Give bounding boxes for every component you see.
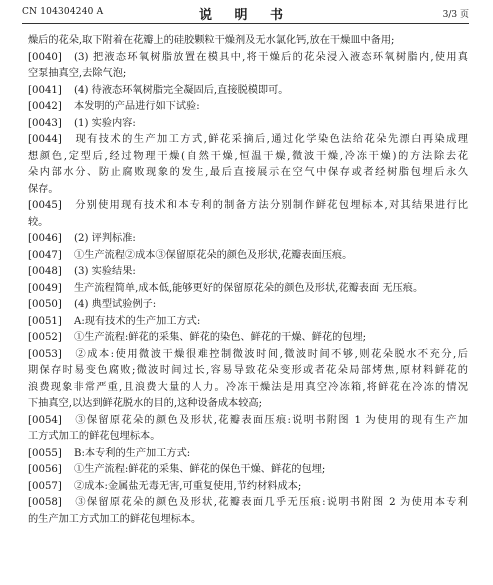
paragraph [28, 314, 468, 331]
paragraph-number: [0054] [28, 414, 62, 426]
paragraph-line [28, 149, 468, 166]
paragraph-text: 浪费现象非常严重,且浪费大量的人力。冷冻干燥法是用真空冷冻箱,将鲜花在冷冻的情况 [28, 381, 468, 393]
paragraph-text: 的生产加工方式加工的鲜花包埋标本。 [28, 513, 202, 525]
paragraph-line [28, 116, 468, 133]
paragraph-line [28, 50, 468, 67]
paragraph-number: [0042] [28, 101, 62, 112]
paragraph [28, 281, 468, 298]
paragraph-number: [0047] [28, 249, 62, 261]
paragraph-text: (3) 把液态环氧树脂放置在模具中,将干燥后的花朵浸入液态环氧树脂内,使用真 [74, 51, 468, 63]
paragraph-text: 燥后的花朵,取下附着在花瓣上的硅胶颗粒干燥剂及无水氯化钙,放在干燥皿中备用; [28, 35, 395, 46]
paragraph-line [28, 66, 468, 83]
paragraph-text: 期保存时易变色腐败;微波时间过长,容易导致花朵变形或者花朵局部烤焦,原材料鲜花的 [28, 365, 468, 376]
paragraph-text: B:本专利的生产加工方式: [74, 447, 191, 459]
paragraph-text: 分别使用现有技术和本专利的制备方法分别制作鲜花包埋标本,对其结果进行比 [74, 200, 468, 211]
paragraph-line [28, 297, 468, 314]
paragraph-number: [0056] [28, 464, 62, 475]
paragraph-line [28, 215, 468, 232]
paragraph-line [28, 347, 468, 364]
document-number: CN 104304240 A [22, 7, 104, 17]
paragraph-number: [0045] [28, 200, 62, 211]
paragraph-text: 本发明的产品进行如下试验: [74, 101, 200, 112]
paragraph-number: [0050] [28, 299, 62, 310]
paragraph-line [28, 231, 468, 248]
paragraph [28, 446, 468, 463]
paragraph [28, 495, 468, 528]
paragraph-text: (4) 典型试验例子: [74, 299, 157, 310]
paragraph [28, 413, 468, 446]
paragraph [28, 83, 468, 100]
paragraph-text: ②成本:使用微波干燥很难控制微波时间,微波时间不够,则花朵脱水不充分,后 [74, 348, 468, 360]
paragraph-line [28, 396, 468, 413]
paragraph-text: ③保留原花朵的颜色及形状,花瓣表面几乎无压痕:说明书附图 2 为使用本专利 [74, 497, 468, 508]
paragraph-number: [0057] [28, 480, 62, 492]
paragraph [28, 462, 468, 479]
paragraph-line [28, 132, 468, 149]
paragraph-text: 生产流程简单,成本低,能够更好的保留原花朵的颜色及形状,花瓣表面 无压痕。 [74, 282, 424, 294]
paragraph-number: [0055] [28, 447, 62, 459]
paragraph [28, 231, 468, 248]
paragraph-line [28, 363, 468, 380]
paragraph-line [28, 83, 468, 100]
paragraph-number: [0049] [28, 282, 62, 294]
paragraph-line [28, 264, 468, 281]
paragraph [28, 116, 468, 133]
paragraph-text: 空泵抽真空,去除气泡; [28, 68, 127, 79]
paragraph-line [28, 446, 468, 463]
paragraph-line [28, 314, 468, 331]
paragraph-text: (3) 实验结果: [74, 266, 136, 277]
paragraph-number: [0046] [28, 233, 62, 244]
header-divider [22, 23, 469, 24]
paragraph-line [28, 330, 468, 347]
paragraph-number: [0043] [28, 117, 62, 129]
paragraph-text: ③保留原花朵的颜色及形状,花瓣表面压痕:说明书附图 1 为使用的现有生产加 [74, 414, 468, 426]
paragraph [28, 330, 468, 347]
paragraph-text: (4) 待液态环氧树脂完全凝固后,直接脱模即可。 [74, 84, 289, 96]
paragraph [28, 347, 468, 413]
paragraph-line [28, 99, 468, 116]
paragraph-text: ①生产流程:鲜花的采集、鲜花的染色、鲜花的干燥、鲜花的包埋; [74, 332, 367, 343]
paragraph-number: [0048] [28, 266, 62, 277]
paragraph [28, 198, 468, 231]
paragraph [28, 50, 468, 83]
paragraph [28, 479, 468, 496]
paragraph-text: ①生产流程②成本③保留原花朵的颜色及形状,花瓣表面压痕。 [74, 249, 353, 261]
paragraph-line [28, 429, 468, 446]
paragraph-text: 想颜色,定型后,经过物理干燥(自然干燥,恒温干燥,微波干燥,冷冻干燥)的方法除去花 [28, 150, 468, 162]
paragraph-text: 保存。 [28, 183, 59, 195]
paragraph-text: (2) 评判标准: [74, 233, 136, 244]
paragraph-number: [0044] [28, 134, 62, 145]
paragraph-text: 现有技术的生产加工方式,鲜花采摘后,通过化学染色法给花朵先漂白再染成理 [74, 134, 468, 145]
paragraph-line [28, 33, 468, 50]
paragraph-text: (1) 实验内容: [74, 117, 136, 129]
paragraph-text: 较。 [28, 216, 49, 228]
paragraph [28, 297, 468, 314]
paragraph-text: ②成本:金属盐无毒无害,可重复使用,节约材料成本; [74, 480, 302, 492]
paragraph-number: [0051] [28, 315, 62, 327]
page-number: 3/3 页 [442, 10, 469, 20]
paragraph-line [28, 248, 468, 265]
paragraph [28, 99, 468, 116]
paragraph-line [28, 413, 468, 430]
paragraph-line [28, 182, 468, 199]
paragraph-text: 朵内部水分、防止腐败现象的发生,最后直接展示在空气中保存或者经树脂包埋后永久 [28, 167, 468, 178]
paragraph-number: [0053] [28, 348, 62, 360]
paragraph-number: [0041] [28, 84, 62, 96]
description-body [28, 33, 468, 528]
paragraph-line [28, 479, 468, 496]
paragraph-line [28, 380, 468, 397]
paragraph [28, 132, 468, 198]
paragraph-text: 下抽真空,以达到鲜花脱水的目的,这种设备成本较高; [28, 398, 263, 409]
paragraph-line [28, 495, 468, 512]
paragraph [28, 33, 468, 50]
paragraph-line [28, 165, 468, 182]
paragraph-line [28, 198, 468, 215]
paragraph-line [28, 281, 468, 298]
paragraph-text: 工方式加工的鲜花包埋标本。 [28, 431, 161, 442]
paragraph-number: [0052] [28, 332, 62, 343]
paragraph-text: A:现有技术的生产加工方式: [74, 315, 201, 327]
paragraph [28, 248, 468, 265]
paragraph-line [28, 462, 468, 479]
paragraph-line [28, 512, 468, 529]
document-title: 说 明 书 [198, 8, 293, 23]
paragraph-text: ①生产流程:鲜花的采集、鲜花的保色干燥、鲜花的包埋; [74, 464, 326, 475]
paragraph-number: [0040] [28, 51, 62, 63]
page-header [22, 4, 469, 24]
paragraph [28, 264, 468, 281]
paragraph-number: [0058] [28, 497, 62, 508]
